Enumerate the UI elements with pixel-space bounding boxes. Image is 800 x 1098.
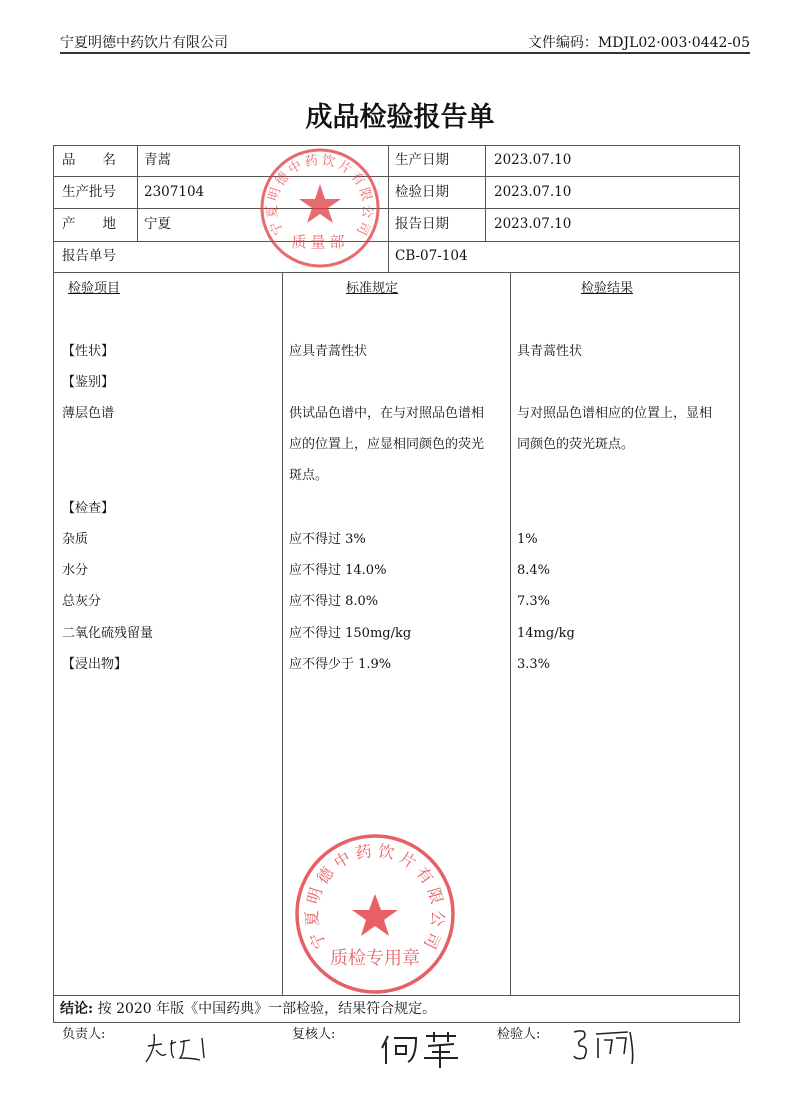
row-item: 杂质 [62, 532, 89, 547]
column-header-result: 检验结果 [581, 281, 634, 296]
page-title: 成品检验报告单 [305, 102, 495, 133]
conclusion [60, 1000, 436, 1018]
stamp-ring-char: 药 [303, 153, 320, 171]
test-date-value: 2023.07.10 [494, 184, 572, 200]
quality-inspection-stamp [292, 832, 458, 997]
report-no-label: 报告单号 [62, 248, 116, 264]
stamp-ring-char: 夏 [265, 204, 282, 219]
stamp-ring-char: 有 [412, 863, 438, 888]
header-divider [60, 52, 750, 54]
stamp-ring-char: 德 [312, 863, 338, 888]
row-standard: 斑点。 [289, 468, 329, 483]
row-result: 8.4% [517, 563, 551, 578]
report-date-value: 2023.07.10 [494, 216, 572, 232]
stamp-ring-char: 明 [303, 885, 327, 907]
row-result: 14mg/kg [517, 626, 575, 641]
stamp2-bottom-text: 质检专用章 [330, 948, 420, 969]
row-item: 【浸出物】 [62, 657, 128, 672]
column-header-standard: 标准规定 [346, 281, 399, 296]
reviewer-signature [378, 1028, 468, 1068]
stamp-ring-char: 药 [353, 841, 374, 863]
stamp2-ring-text [302, 841, 448, 952]
row-result: 3.3% [517, 657, 551, 672]
stamp-ring-char: 片 [335, 158, 354, 178]
row-item: 【鉴别】 [62, 375, 115, 390]
stamp-ring-char: 中 [286, 158, 305, 178]
report-date-label: 报告日期 [395, 216, 449, 232]
responsible-signature [140, 1028, 230, 1068]
stamp-ring-char: 宁 [305, 929, 330, 952]
prod-date-value: 2023.07.10 [494, 152, 572, 168]
origin-label: 产 地 [62, 216, 116, 232]
stamp-ring-char: 司 [420, 929, 445, 952]
stamp-ring-text [265, 153, 375, 237]
company-name: 宁夏明德中药饮片有限公司 [60, 35, 228, 51]
inspector-signature [568, 1024, 648, 1068]
responsible-label: 负责人: [62, 1027, 106, 1042]
stamp-ring-char: 饮 [320, 153, 337, 171]
row-standard: 应的位置上，应显相同颜色的荧光 [289, 437, 485, 452]
row-standard: 应不得过 8.0% [289, 594, 379, 609]
stamp-ring-char: 宁 [267, 218, 287, 237]
name-value: 青蒿 [144, 152, 171, 168]
prod-date-label: 生产日期 [395, 152, 449, 168]
row-item: 薄层色谱 [62, 406, 115, 421]
row-result: 1% [517, 532, 538, 547]
row-standard: 应具青蒿性状 [289, 344, 368, 359]
row-item: 总灰分 [62, 594, 102, 609]
row-result: 同颜色的荧光斑点。 [517, 437, 635, 452]
batch-label: 生产批号 [62, 184, 116, 200]
batch-value: 2307104 [144, 184, 205, 200]
stamp-ring-char: 公 [358, 204, 375, 219]
row-standard: 应不得过 3% [289, 532, 366, 547]
reviewer-label: 复核人: [292, 1027, 336, 1042]
stamp-bottom-text: 质量部 [291, 233, 349, 251]
report-no-value: CB-07-104 [395, 248, 468, 264]
row-standard: 应不得过 14.0% [289, 563, 387, 578]
inspector-label: 检验人: [497, 1027, 541, 1042]
stamp-ring-char: 公 [427, 909, 448, 928]
stamp-ring-char: 有 [347, 169, 368, 189]
stamp-ring-char: 夏 [302, 909, 323, 928]
conclusion-text: 按 2020 年版《中国药典》一部检验，结果符合规定。 [97, 1001, 437, 1017]
row-item: 水分 [62, 563, 89, 578]
row-result: 具青蒿性状 [517, 344, 583, 359]
row-result: 与对照品色谱相应的位置上，显相 [517, 406, 713, 421]
column-header-item: 检验项目 [68, 281, 121, 296]
name-label: 品 名 [62, 152, 116, 168]
row-standard: 应不得少于 1.9% [289, 657, 392, 672]
document-code: 文件编码：MDJL02·003·0442-05 [527, 35, 750, 51]
row-standard: 应不得过 150mg/kg [289, 626, 412, 641]
stamp-ring-char: 限 [355, 186, 375, 203]
stamp-ring-char: 明 [265, 186, 285, 203]
origin-value: 宁夏 [144, 216, 171, 232]
stamp-ring-char: 饮 [376, 841, 397, 863]
stamp-ring-char: 司 [353, 218, 373, 237]
stamp-ring-char: 限 [423, 885, 447, 907]
row-item: 二氧化硫残留量 [62, 626, 154, 641]
test-date-label: 检验日期 [395, 184, 449, 200]
stamp-ring-char: 片 [396, 847, 420, 873]
row-item: 【性状】 [62, 344, 115, 359]
conclusion-label: 结论: [60, 1001, 94, 1017]
stamp-ring-char: 德 [272, 169, 293, 189]
row-item: 【检查】 [62, 501, 115, 516]
row-standard: 供试品色谱中，在与对照品色谱相 [289, 406, 485, 421]
row-result: 7.3% [517, 594, 551, 609]
stamp-ring-char: 中 [330, 847, 354, 873]
